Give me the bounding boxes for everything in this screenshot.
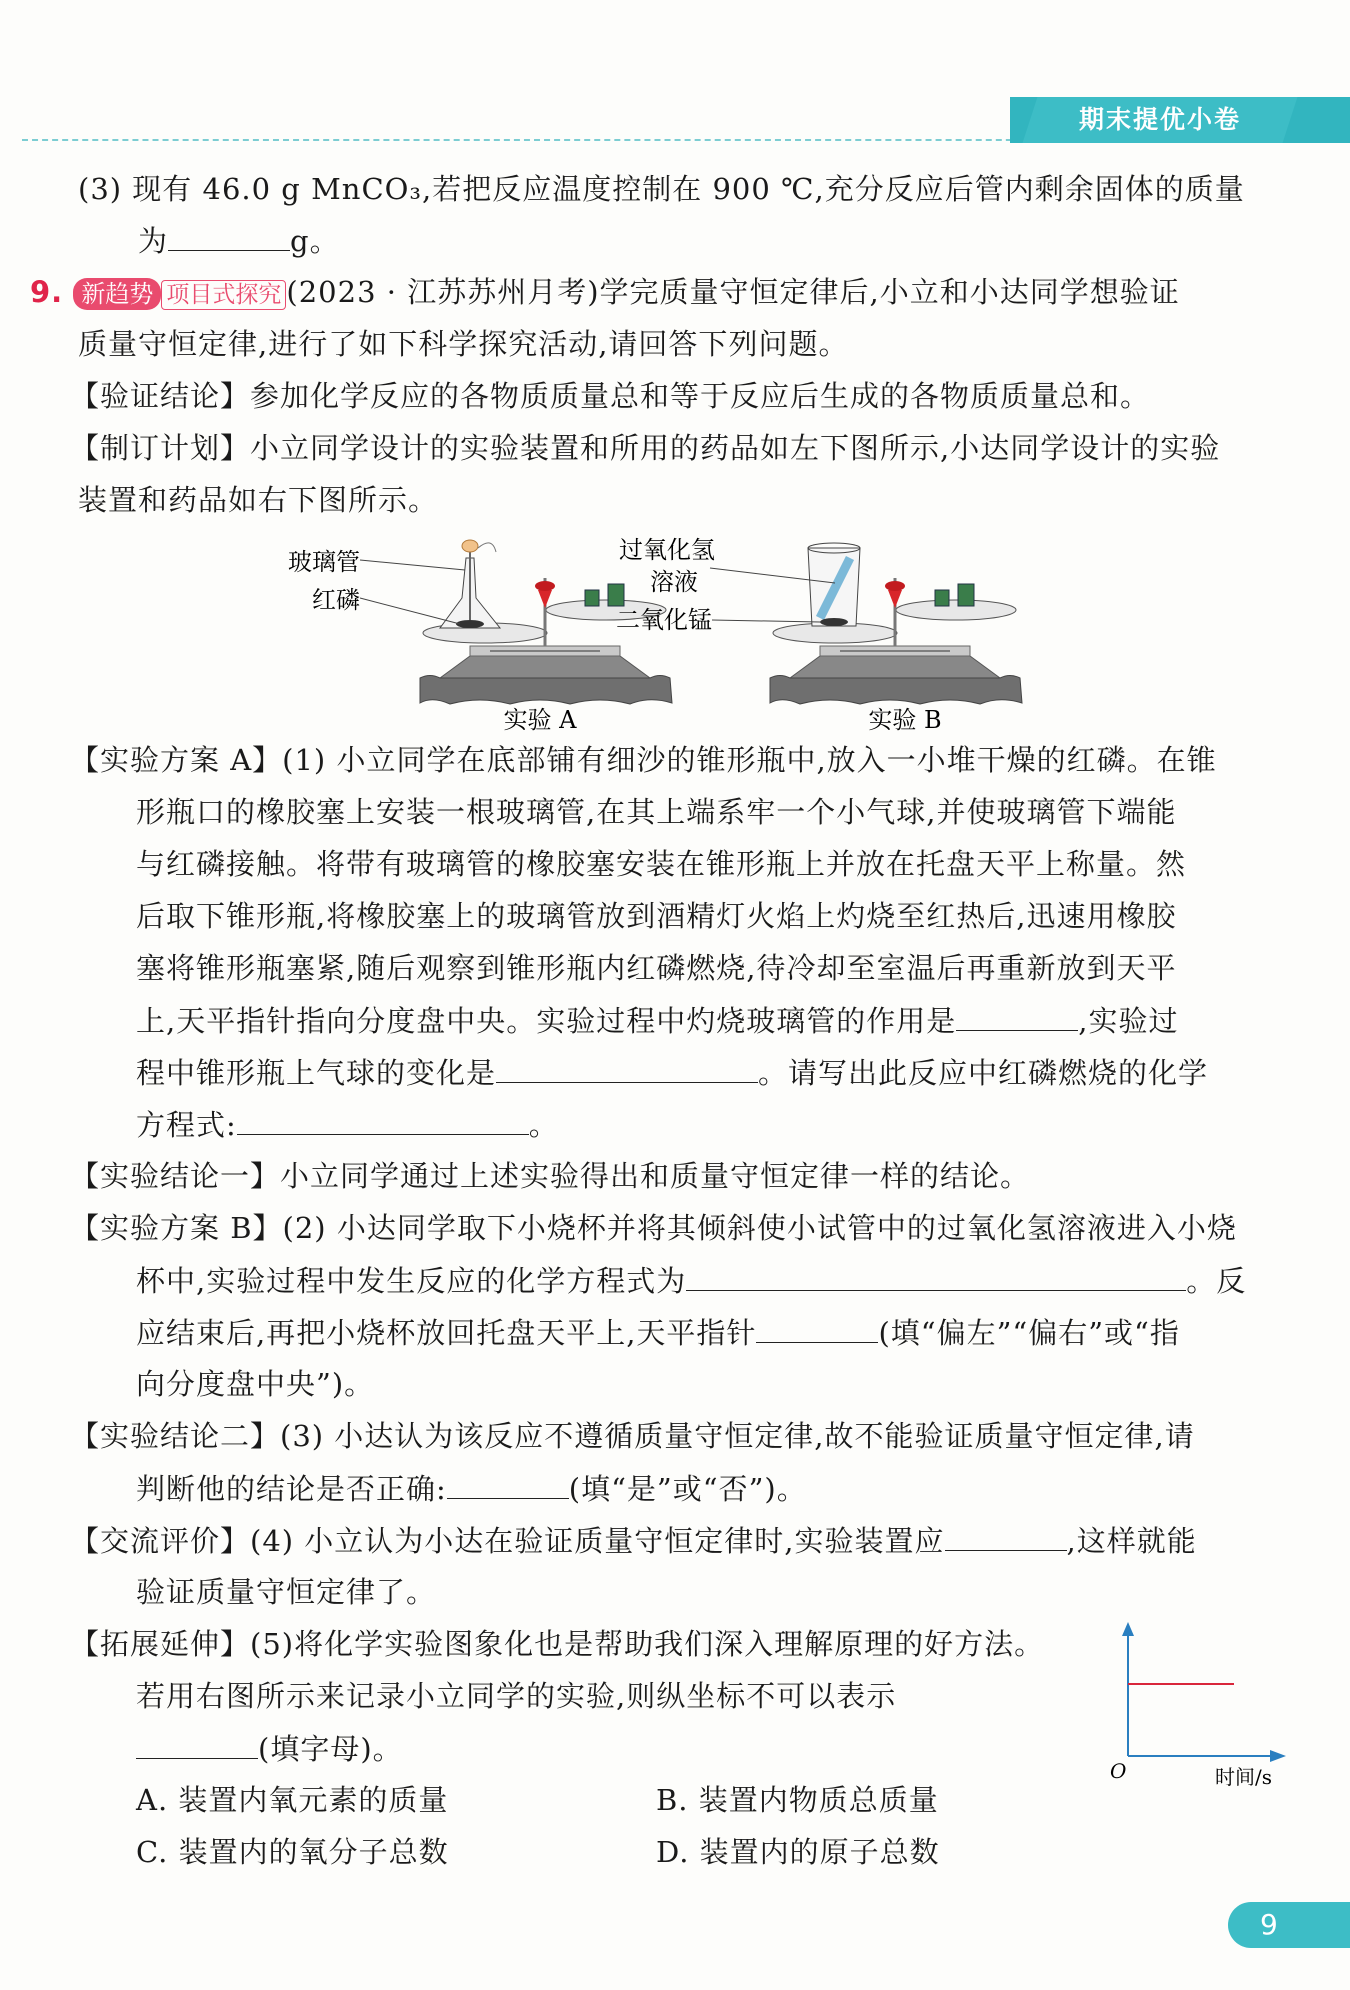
conclusion-two-line1: 【实验结论二】(3) 小达认为该反应不遵循质量守恒定律,故不能验证质量守恒定律,请 <box>70 1419 1195 1453</box>
q8-part3-line2 <box>138 220 340 261</box>
mass-time-graph <box>1100 1618 1300 1793</box>
conclusion-two-pre: 判断他的结论是否正确: <box>136 1472 447 1506</box>
experiment-figure <box>288 528 1040 734</box>
answer-blank <box>756 1312 878 1343</box>
q9-plan-line1: 【制订计划】小立同学设计的实验装置和所用的药品如左下图所示,小达同学设计的实验 <box>70 431 1221 465</box>
answer-blank <box>956 1000 1078 1031</box>
extension-line3-post: (填字母)。 <box>258 1732 403 1766</box>
answer-blank <box>237 1104 529 1135</box>
planA-line8-pre: 方程式: <box>136 1108 237 1142</box>
planA-line3: 与红磷接触。将带有玻璃管的橡胶塞安装在锥形瓶上并放在托盘天平上称量。然 <box>136 847 1187 881</box>
answer-blank <box>136 1728 258 1759</box>
caption-experiment-a: 实验 A <box>503 706 577 734</box>
tag-new-trend: 新趋势 <box>73 278 161 310</box>
y-axis-arrow <box>1122 1622 1134 1636</box>
planA-line6-pre: 上,天平指针指向分度盘中央。实验过程中灼烧玻璃管的作用是 <box>136 1004 957 1038</box>
x-axis-arrow <box>1270 1750 1286 1762</box>
page-number-badge-tail <box>1318 1902 1350 1948</box>
header-rule <box>22 139 1052 141</box>
planA-line5: 塞将锥形瓶塞紧,随后观察到锥形瓶内红磷燃烧,待冷却至室温后再重新放到天平 <box>136 951 1177 985</box>
evaluation-line1 <box>70 1520 1197 1561</box>
q8-part3-line2-post: g。 <box>290 224 340 258</box>
planB-line4: 向分度盘中央”)。 <box>136 1367 375 1401</box>
evaluation-line2: 验证质量守恒定律了。 <box>136 1575 437 1609</box>
planB-line3-pre: 应结束后,再把小烧杯放回托盘天平上,天平指针 <box>136 1316 757 1350</box>
q9-plan-line2: 装置和药品如右下图所示。 <box>78 483 439 517</box>
option-d: D. 装置内的原子总数 <box>656 1835 940 1869</box>
header-tab <box>1023 97 1298 143</box>
planA-line1: 【实验方案 A】(1) 小立同学在底部铺有细沙的锥形瓶中,放入一小堆干燥的红磷。在锥 <box>70 743 1217 777</box>
page-number: 9 <box>1260 1908 1278 1941</box>
q9-intro-line2: 质量守恒定律,进行了如下科学探究活动,请回答下列问题。 <box>78 327 849 361</box>
planB-line2-pre: 杯中,实验过程中发生反应的化学方程式为 <box>136 1264 687 1298</box>
answer-blank <box>447 1468 569 1499</box>
answer-blank <box>945 1520 1067 1551</box>
header-tab-label: 期末提优小卷 <box>1078 105 1241 134</box>
label-red-phosphorus: 红磷 <box>312 586 360 614</box>
q8-part3-line1: (3) 现有 46.0 g MnCO₃,若把反应温度控制在 900 ℃,充分反应后管内剩余固体的质量 <box>78 172 1245 206</box>
planA-line7 <box>136 1052 1208 1093</box>
conclusion-two-line2 <box>136 1468 807 1509</box>
tag-project: 项目式探究 <box>161 280 286 310</box>
extension-line2: 若用右图所示来记录小立同学的实验,则纵坐标不可以表示 <box>136 1679 897 1713</box>
q8-part3-line2-pre: 为 <box>138 224 169 258</box>
page-number-badge <box>1228 1902 1318 1948</box>
graph-origin: O <box>1110 1759 1127 1783</box>
extension-line1: 【拓展延伸】(5)将化学实验图象化也是帮助我们深入理解原理的好方法。 <box>70 1627 1045 1661</box>
answer-blank <box>496 1052 758 1083</box>
planA-line7-post: 。请写出此反应中红磷燃烧的化学 <box>758 1056 1209 1090</box>
extension-line3 <box>136 1728 403 1769</box>
planA-line2: 形瓶口的橡胶塞上安装一根玻璃管,在其上端系牢一个小气球,并使玻璃管下端能 <box>136 795 1177 829</box>
planA-line8-post: 。 <box>528 1108 559 1142</box>
q9-intro-line1 <box>30 272 1180 312</box>
q9-verify: 【验证结论】参加化学反应的各物质质量总和等于反应后生成的各物质质量总和。 <box>70 379 1151 413</box>
planB-line1: 【实验方案 B】(2) 小达同学取下小烧杯并将其倾斜使小试管中的过氧化氢溶液进入小烧 <box>70 1211 1237 1245</box>
option-a: A. 装置内氧元素的质量 <box>136 1783 449 1817</box>
label-hydrogen-peroxide-2: 溶液 <box>650 568 698 596</box>
planB-line2-post: 。反 <box>1186 1264 1247 1298</box>
planA-line4: 后取下锥形瓶,将橡胶塞上的玻璃管放到酒精灯火焰上灼烧至红热后,迅速用橡胶 <box>136 899 1177 933</box>
q9-intro1-text: (2023 · 江苏苏州月考)学完质量守恒定律后,小立和小达同学想验证 <box>286 275 1180 309</box>
conclusion-two-post: (填“是”或“否”)。 <box>568 1472 807 1506</box>
planA-line6-post: ,实验过 <box>1078 1004 1179 1038</box>
planA-line6 <box>136 1000 1178 1041</box>
label-manganese-dioxide: 二氧化锰 <box>616 606 712 634</box>
planB-line2 <box>136 1260 1246 1301</box>
answer-blank <box>168 220 290 251</box>
caption-experiment-b: 实验 B <box>868 706 942 734</box>
planA-line7-pre: 程中锥形瓶上气球的变化是 <box>136 1056 497 1090</box>
answer-blank <box>686 1260 1186 1291</box>
planB-line3 <box>136 1312 1180 1353</box>
question-number: 9. <box>30 275 64 309</box>
label-glass-tube: 玻璃管 <box>288 548 360 576</box>
planB-line3-post: (填“偏左”“偏右”或“指 <box>878 1316 1180 1350</box>
option-b: B. 装置内物质总质量 <box>656 1783 939 1817</box>
evaluation-post: ,这样就能 <box>1066 1524 1197 1558</box>
planA-line8 <box>136 1104 559 1145</box>
graph-xlabel: 时间/s <box>1215 1765 1273 1789</box>
label-hydrogen-peroxide-1: 过氧化氢 <box>619 536 715 564</box>
balance-b <box>710 543 1022 704</box>
conclusion-one: 【实验结论一】小立同学通过上述实验得出和质量守恒定律一样的结论。 <box>70 1159 1031 1193</box>
option-c: C. 装置内的氧分子总数 <box>136 1835 449 1869</box>
evaluation-pre: 【交流评价】(4) 小立认为小达在验证质量守恒定律时,实验装置应 <box>70 1524 945 1558</box>
